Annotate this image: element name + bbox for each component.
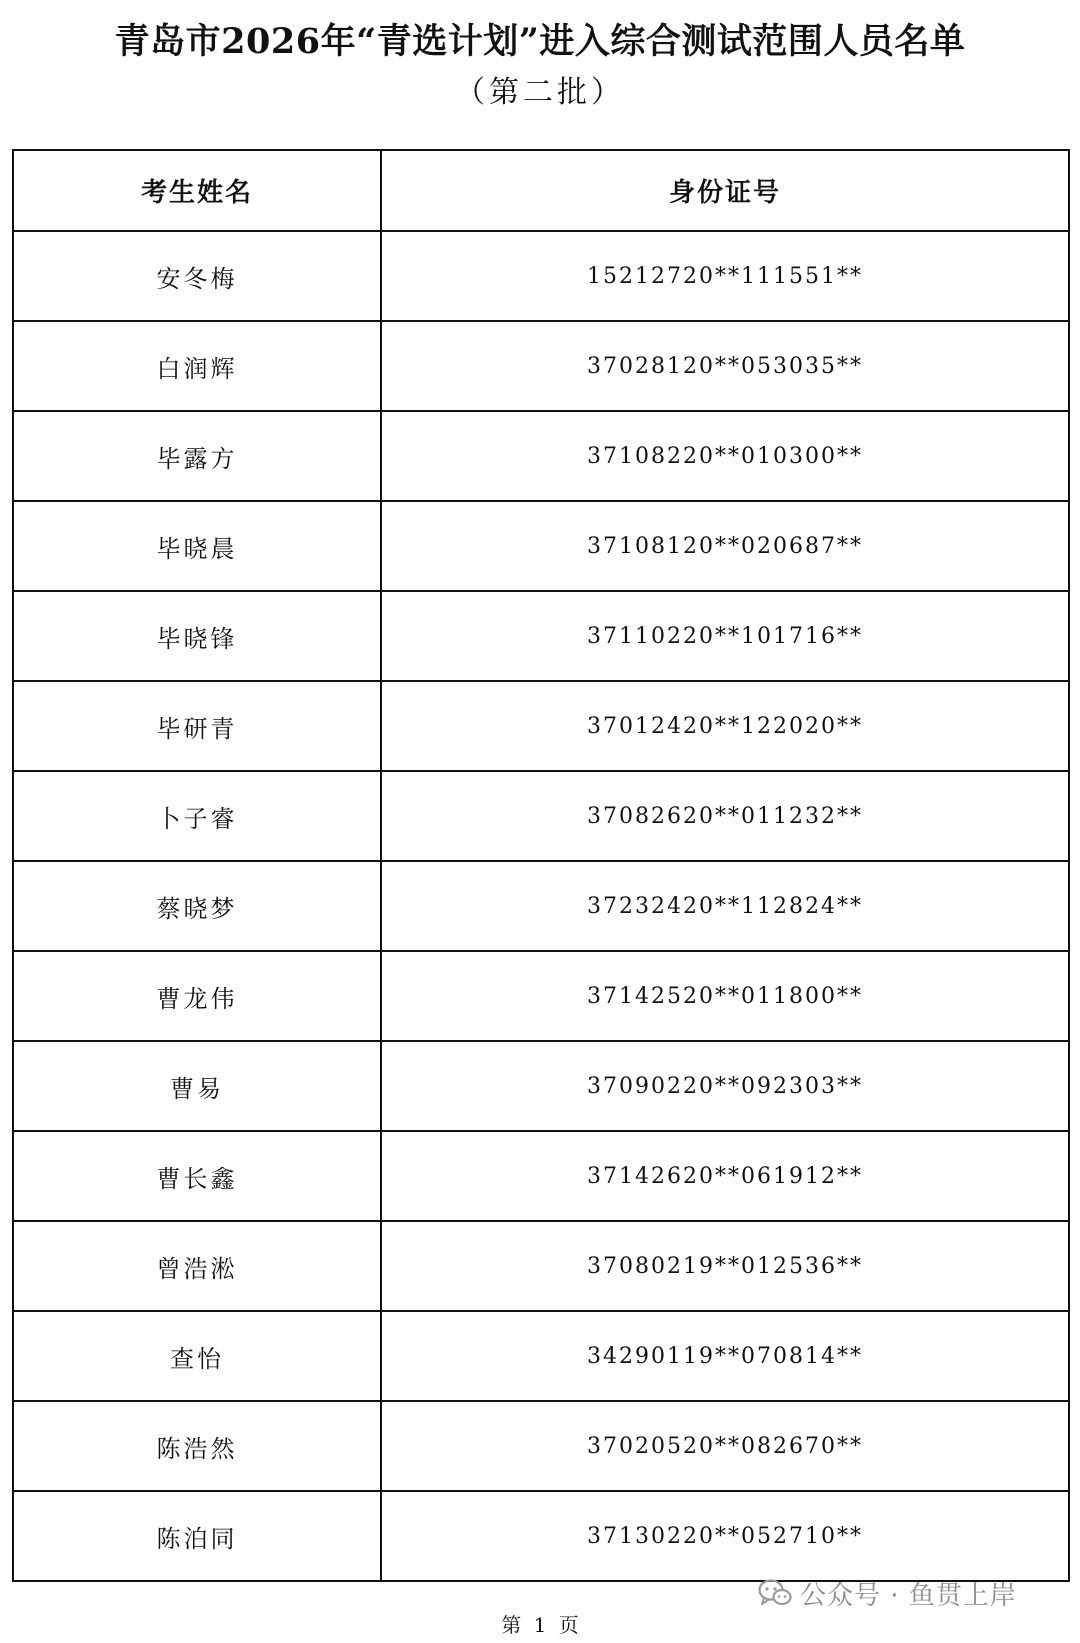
table-row	[13, 861, 1069, 951]
table-row	[13, 1311, 1069, 1401]
table-row	[13, 411, 1069, 501]
page-number: 第 1 页	[501, 1613, 579, 1637]
table-row	[13, 1491, 1069, 1581]
candidate-name: 曾浩淞	[13, 1221, 381, 1311]
watermark-text: 公众号 · 鱼贯上岸	[800, 1580, 1017, 1611]
table-row	[13, 1131, 1069, 1221]
candidate-id-number: 37082620**011232**	[381, 771, 1069, 861]
candidate-table	[12, 149, 1070, 1582]
candidate-name: 陈泊同	[13, 1491, 381, 1581]
candidate-id-number: 37232420**112824**	[381, 861, 1069, 951]
candidate-id-number: 37142620**061912**	[381, 1131, 1069, 1221]
table-header-row	[13, 150, 1069, 231]
candidate-name: 蔡晓梦	[13, 861, 381, 951]
table-row	[13, 771, 1069, 861]
candidate-id-number: 37090220**092303**	[381, 1041, 1069, 1131]
document-subtitle: （第二批）	[455, 75, 625, 110]
candidate-id-number: 37028120**053035**	[381, 321, 1069, 411]
wechat-icon	[758, 1578, 792, 1608]
table-row	[13, 681, 1069, 771]
table-row	[13, 1221, 1069, 1311]
table-row	[13, 591, 1069, 681]
candidate-id-number: 37110220**101716**	[381, 591, 1069, 681]
candidate-id-number: 37020520**082670**	[381, 1401, 1069, 1491]
wechat-watermark	[758, 1573, 1017, 1613]
table-row	[13, 501, 1069, 591]
candidate-name: 毕研青	[13, 681, 381, 771]
table-row	[13, 1041, 1069, 1131]
candidate-id-number: 37012420**122020**	[381, 681, 1069, 771]
candidate-name: 曹易	[13, 1041, 381, 1131]
candidate-name: 毕晓锋	[13, 591, 381, 681]
candidate-name: 曹龙伟	[13, 951, 381, 1041]
candidate-id-number: 37130220**052710**	[381, 1491, 1069, 1581]
candidate-id-number: 34290119**070814**	[381, 1311, 1069, 1401]
table-row	[13, 1401, 1069, 1491]
candidate-name: 白润辉	[13, 321, 381, 411]
candidate-name: 查怡	[13, 1311, 381, 1401]
candidate-name: 陈浩然	[13, 1401, 381, 1491]
candidate-name: 毕露方	[13, 411, 381, 501]
document-title: 青岛市2026年“青选计划”进入综合测试范围人员名单	[114, 21, 966, 62]
candidate-name: 毕晓晨	[13, 501, 381, 591]
table-row	[13, 951, 1069, 1041]
candidate-id-number: 37080219**012536**	[381, 1221, 1069, 1311]
column-header-name: 考生姓名	[13, 150, 381, 231]
table-row	[13, 321, 1069, 411]
column-header-id: 身份证号	[381, 150, 1069, 231]
candidate-name: 卜子睿	[13, 771, 381, 861]
candidate-name: 安冬梅	[13, 231, 381, 321]
table-row	[13, 231, 1069, 321]
candidate-id-number: 37142520**011800**	[381, 951, 1069, 1041]
candidate-id-number: 37108220**010300**	[381, 411, 1069, 501]
candidate-id-number: 15212720**111551**	[381, 231, 1069, 321]
candidate-name: 曹长鑫	[13, 1131, 381, 1221]
candidate-id-number: 37108120**020687**	[381, 501, 1069, 591]
